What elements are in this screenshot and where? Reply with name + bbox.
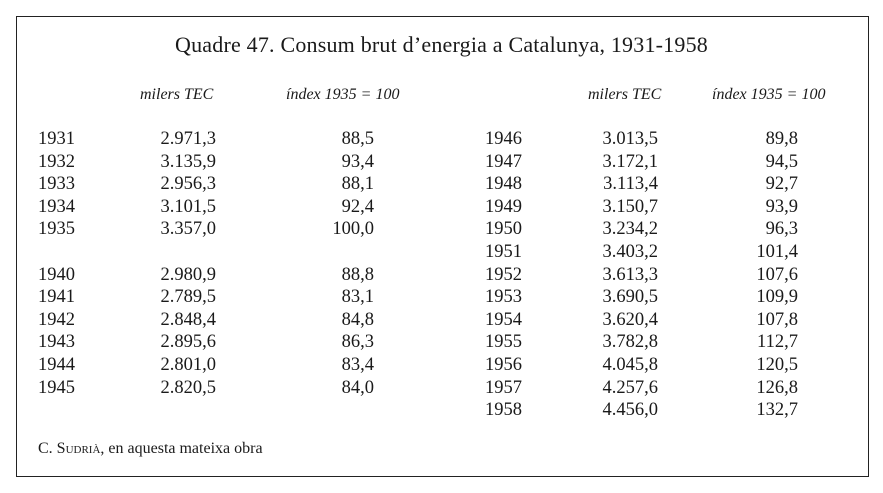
row-year: 1949 (485, 196, 522, 217)
row-index: 101,4 (756, 241, 798, 262)
row-index: 84,0 (341, 377, 374, 398)
table-row (38, 218, 398, 241)
row-year: 1951 (485, 241, 522, 262)
row-milers-tec: 2.820,5 (160, 377, 216, 398)
row-milers-tec: 4.257,6 (602, 377, 658, 398)
row-year: 1932 (38, 151, 75, 172)
row-index: 93,4 (341, 151, 374, 172)
row-year: 1935 (38, 219, 75, 240)
row-year: 1948 (485, 174, 522, 195)
table-row (485, 218, 825, 241)
table-row (485, 151, 825, 174)
row-milers-tec: 3.234,2 (602, 219, 658, 240)
left-table-body (38, 128, 398, 399)
table-row (38, 264, 398, 287)
row-year: 1946 (485, 129, 522, 149)
source-author: Sudrià (56, 440, 101, 457)
row-milers-tec: 4.045,8 (602, 354, 658, 375)
row-milers-tec: 3.357,0 (160, 219, 216, 240)
table-row (38, 331, 398, 354)
row-index: 109,9 (756, 287, 798, 308)
row-milers-tec: 2.895,6 (160, 332, 216, 353)
row-index: 96,3 (765, 219, 798, 240)
row-index: 92,7 (765, 174, 798, 195)
row-year: 1943 (38, 332, 75, 353)
table-row-spacer (38, 241, 398, 264)
row-milers-tec: 2.956,3 (160, 174, 216, 195)
row-milers-tec: 2.971,3 (160, 129, 216, 149)
table-title: Quadre 47. Consum brut d’energia a Catalunya, 1931-1958 (175, 32, 708, 57)
row-index: 93,9 (765, 196, 798, 217)
row-index: 107,8 (756, 309, 798, 330)
row-index: 120,5 (756, 354, 798, 375)
row-year: 1941 (38, 287, 75, 308)
row-milers-tec: 3.690,5 (602, 287, 658, 308)
row-year: 1954 (485, 309, 522, 330)
table-row (485, 264, 825, 287)
row-milers-tec: 3.403,2 (602, 241, 658, 262)
table-row (38, 196, 398, 219)
source-initial: C. (38, 440, 53, 457)
table-row (485, 377, 825, 400)
table-row (38, 309, 398, 332)
row-milers-tec: 2.848,4 (160, 309, 216, 330)
row-index: 88,5 (341, 129, 374, 149)
table-row (485, 399, 825, 422)
row-year: 1933 (38, 174, 75, 195)
row-index: 92,4 (341, 196, 374, 217)
source-note (38, 440, 263, 458)
row-milers-tec: 3.113,4 (603, 174, 658, 195)
table-row (485, 331, 825, 354)
table-row (485, 354, 825, 377)
row-year: 1945 (38, 377, 75, 398)
row-year: 1958 (485, 400, 522, 421)
header-left-index: índex 1935 = 100 (286, 86, 400, 103)
header-left-milers: milers TEC (140, 86, 214, 103)
table-row (485, 196, 825, 219)
row-milers-tec: 3.782,8 (602, 332, 658, 353)
row-year: 1950 (485, 219, 522, 240)
table-row (485, 309, 825, 332)
row-milers-tec: 4.456,0 (602, 400, 658, 421)
row-index: 112,7 (757, 332, 798, 353)
row-year: 1955 (485, 332, 522, 353)
table-row (38, 151, 398, 174)
row-year: 1953 (485, 287, 522, 308)
table-row (485, 128, 825, 151)
row-index: 83,4 (341, 354, 374, 375)
row-milers-tec: 3.613,3 (602, 264, 658, 285)
row-year: 1931 (38, 129, 75, 149)
row-milers-tec: 3.150,7 (602, 196, 658, 217)
row-year: 1944 (38, 354, 75, 375)
table-row (38, 354, 398, 377)
header-right-index: índex 1935 = 100 (712, 86, 826, 103)
row-index: 84,8 (341, 309, 374, 330)
row-index: 88,8 (341, 264, 374, 285)
row-index: 126,8 (756, 377, 798, 398)
table-row (485, 286, 825, 309)
source-rest: , en aquesta mateixa obra (100, 440, 263, 457)
row-milers-tec: 2.789,5 (160, 287, 216, 308)
row-index: 132,7 (756, 400, 798, 421)
row-year: 1934 (38, 196, 75, 217)
row-year: 1952 (485, 264, 522, 285)
row-milers-tec: 2.980,9 (160, 264, 216, 285)
row-year: 1947 (485, 151, 522, 172)
table-row (38, 128, 398, 151)
row-index: 89,8 (765, 129, 798, 149)
row-milers-tec: 3.013,5 (602, 129, 658, 149)
row-milers-tec: 3.620,4 (602, 309, 658, 330)
row-milers-tec: 3.135,9 (160, 151, 216, 172)
row-year: 1957 (485, 377, 522, 398)
table-row (38, 173, 398, 196)
row-year: 1956 (485, 354, 522, 375)
row-milers-tec: 3.172,1 (602, 151, 658, 172)
row-index: 107,6 (756, 264, 798, 285)
table-row (485, 241, 825, 264)
table-row (38, 377, 398, 400)
row-year: 1940 (38, 264, 75, 285)
row-index: 94,5 (765, 151, 798, 172)
row-index: 86,3 (341, 332, 374, 353)
row-year: 1942 (38, 309, 75, 330)
table-row (485, 173, 825, 196)
right-table-body (485, 128, 825, 422)
row-index: 88,1 (341, 174, 374, 195)
header-right-milers: milers TEC (588, 86, 662, 103)
row-milers-tec: 2.801,0 (160, 354, 216, 375)
row-milers-tec: 3.101,5 (160, 196, 216, 217)
row-index: 100,0 (332, 219, 374, 240)
table-row (38, 286, 398, 309)
row-index: 83,1 (341, 287, 374, 308)
